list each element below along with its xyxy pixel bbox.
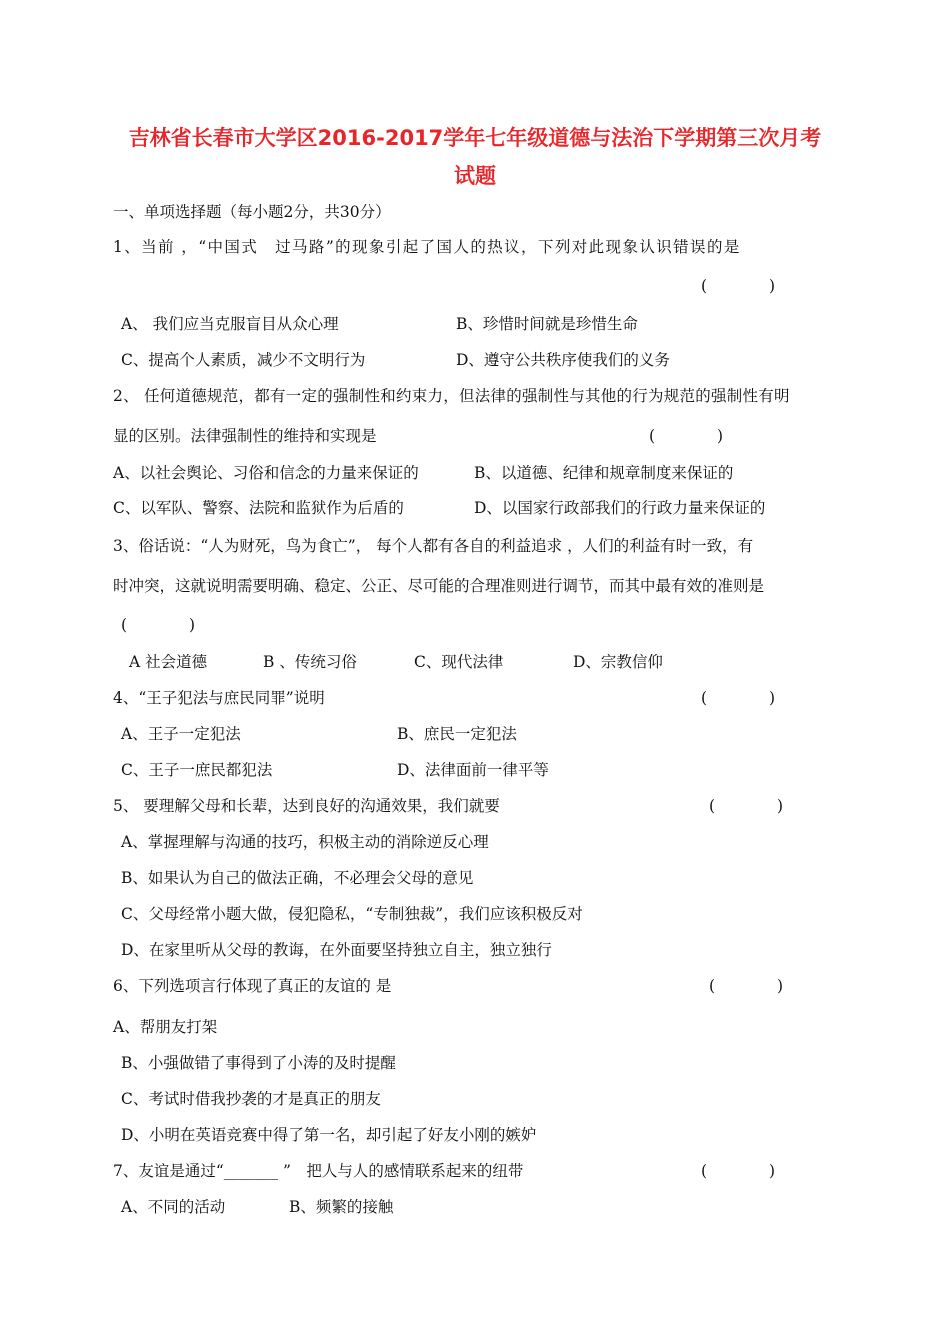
question-1-option-c: C、提高个人素质，减少不文明行为	[121, 351, 366, 369]
question-4-option-d: D、法律面前一律平等	[397, 761, 549, 779]
question-4-option-a: A、王子一定犯法	[121, 725, 241, 743]
question-1-stem: 1、当前 ，“中国式 过马路”的现象引起了国人的热议，下列对此现象认识错误的是	[113, 238, 741, 256]
question-2-option-d: D、以国家行政部我们的行政力量来保证的	[474, 499, 766, 517]
question-7-option-b: B、频繁的接触	[289, 1198, 394, 1216]
question-7-answer-blank: ( )	[701, 1162, 776, 1180]
question-2-option-a: A、以社会舆论、习俗和信念的力量来保证的	[113, 464, 419, 482]
question-5-option-b: B、如果认为自己的做法正确，不必理会父母的意见	[121, 869, 474, 887]
question-2-option-c: C、以军队、警察、法院和监狱作为后盾的	[113, 499, 404, 517]
question-3-option-b: B 、传统习俗	[263, 653, 357, 671]
question-1-option-a: A、 我们应当克服盲目从众心理	[121, 315, 339, 333]
question-3-option-c: C、现代法律	[414, 653, 504, 671]
question-5-option-a: A、掌握理解与沟通的技巧，积极主动的消除逆反心理	[121, 833, 489, 851]
question-3-stem-line2: 时冲突，这就说明需要明确、稳定、公正、尽可能的合理准则进行调节，而其中最有效的准则是	[113, 577, 765, 595]
question-5-stem: 5、 要理解父母和长辈，达到良好的沟通效果，我们就要	[113, 797, 500, 815]
question-6-stem: 6、下列选项言行体现了真正的友谊的 是	[113, 977, 392, 995]
question-3-option-a: A 社会道德	[129, 653, 208, 671]
question-4-option-b: B、庶民一定犯法	[397, 725, 517, 743]
question-5-answer-blank: ( )	[709, 797, 784, 815]
question-4-answer-blank: ( )	[701, 689, 776, 707]
question-3-answer-blank: ( )	[121, 616, 196, 634]
question-7-option-a: A、不同的活动	[121, 1198, 226, 1216]
question-2-answer-blank: ( )	[649, 427, 724, 445]
question-2-option-b: B、以道德、纪律和规章制度来保证的	[474, 464, 734, 482]
question-2-stem-line2: 显的区别。法律强制性的维持和实现是	[113, 427, 377, 445]
question-6-option-a: A、帮朋友打架	[113, 1018, 218, 1036]
section-heading: 一、单项选择题（每小题2分，共30分）	[113, 203, 391, 221]
question-7-stem: 7、友谊是通过“_______ ” 把人与人的感情联系起来的纽带	[113, 1162, 524, 1180]
question-1-answer-blank: ( )	[701, 277, 776, 295]
question-6-option-c: C、考试时借我抄袭的才是真正的朋友	[121, 1090, 381, 1108]
question-3-stem-line1: 3、俗话说：“人为财死，鸟为食亡”， 每个人都有各自的利益追求 ，人们的利益有时一致，有	[113, 537, 754, 555]
question-1-option-b: B、珍惜时间就是珍惜生命	[456, 315, 638, 333]
question-5-option-c: C、父母经常小题大做，侵犯隐私，“专制独裁”，我们应该积极反对	[121, 905, 583, 923]
question-1-option-d: D、遵守公共秩序使我们的义务	[456, 351, 670, 369]
question-6-option-b: B、小强做错了事得到了小涛的及时提醒	[121, 1054, 396, 1072]
exam-title-line1: 吉林省长春市大学区2016-2017学年七年级道德与法治下学期第三次月考	[128, 126, 822, 150]
question-5-option-d: D、在家里听从父母的教诲，在外面要坚持独立自主，独立独行	[121, 941, 552, 959]
question-6-option-d: D、小明在英语竞赛中得了第一名，却引起了好友小刚的嫉妒	[121, 1126, 537, 1144]
question-3-option-d: D、宗教信仰	[573, 653, 663, 671]
question-4-stem: 4、“王子犯法与庶民同罪”说明	[113, 689, 325, 707]
question-4-option-c: C、王子一庶民都犯法	[121, 761, 273, 779]
exam-title-line2: 试题	[454, 164, 496, 188]
question-2-stem-line1: 2、 任何道德规范，都有一定的强制性和约束力，但法律的强制性与其他的行为规范的强制性有明	[113, 387, 790, 405]
question-6-answer-blank: ( )	[709, 977, 784, 995]
